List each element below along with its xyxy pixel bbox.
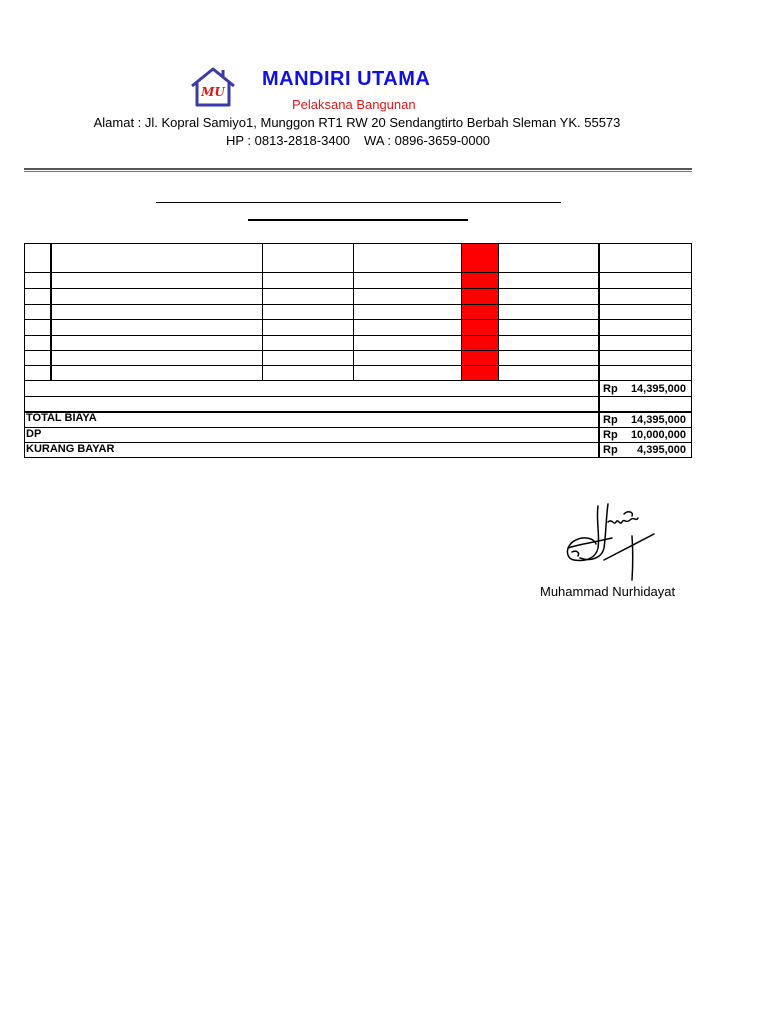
company-subtitle: Pelaksana Bangunan <box>292 97 416 112</box>
document-title-underline <box>156 202 561 203</box>
table-row-line <box>24 442 692 443</box>
whatsapp-number: WA : 0896-3659-0000 <box>364 133 491 148</box>
table-row-line <box>24 304 692 305</box>
table-column-line <box>353 243 354 381</box>
table-row-line <box>24 350 692 351</box>
table-column-line <box>50 243 52 381</box>
kurang-bayar-currency: Rp <box>603 444 618 456</box>
company-logo <box>190 66 236 108</box>
table-row-line <box>24 380 692 381</box>
logo-text: MU <box>201 85 225 99</box>
kurang-bayar-label: KURANG BAYAR <box>26 443 115 455</box>
table-border-left <box>24 243 25 458</box>
company-name: MANDIRI UTAMA <box>262 68 431 90</box>
table-border-top <box>24 243 692 244</box>
signature-image <box>560 500 660 584</box>
table-border-right <box>691 243 692 458</box>
table-column-line <box>262 243 263 381</box>
invoice-table <box>24 243 692 458</box>
phone-number: HP : 0813-2818-3400 <box>225 133 351 148</box>
table-row-line <box>24 272 692 273</box>
table-column-line <box>461 243 462 381</box>
table-row-line <box>24 319 692 320</box>
dp-value: 10,000,000 <box>630 429 686 441</box>
dp-label: DP <box>26 428 42 440</box>
highlight-column <box>461 243 498 381</box>
table-row-line <box>24 411 692 413</box>
total-biaya-currency: Rp <box>603 414 618 426</box>
table-row-line <box>24 396 692 397</box>
table-column-line <box>498 243 499 381</box>
subtotal-value: 14,395,000 <box>630 383 686 395</box>
company-address: Alamat : Jl. Kopral Samiyo1, Munggon RT1 RW 20 Sendangtirto Berbah Sleman YK. 55573 <box>93 115 621 130</box>
signer-name: Muhammad Nurhidayat <box>540 584 676 599</box>
dp-currency: Rp <box>603 429 618 441</box>
table-row-line <box>24 427 692 428</box>
header-divider-thin <box>24 171 692 172</box>
table-row-line <box>24 288 692 289</box>
header-divider <box>24 168 692 170</box>
table-row-line <box>24 335 692 336</box>
table-row-line <box>24 365 692 366</box>
company-contact <box>0 133 716 148</box>
document-subtitle-underline <box>248 219 468 221</box>
total-biaya-label: TOTAL BIAYA <box>26 412 97 424</box>
table-border-bottom <box>24 457 692 458</box>
total-biaya-value: 14,395,000 <box>630 414 686 426</box>
subtotal-currency: Rp <box>603 383 618 395</box>
table-column-line <box>598 243 600 458</box>
kurang-bayar-value: 4,395,000 <box>637 444 686 456</box>
